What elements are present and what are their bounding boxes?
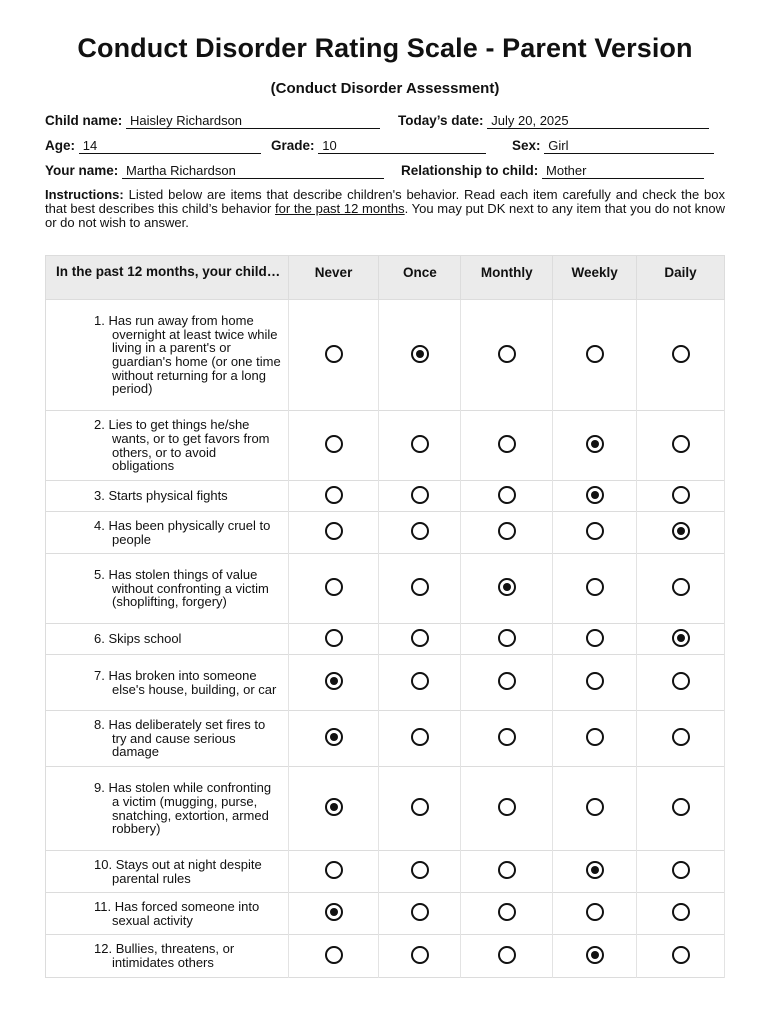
answer-cell-weekly — [553, 300, 637, 411]
question-text: Starts physical fights — [108, 488, 228, 504]
answer-cell-weekly — [553, 767, 637, 851]
column-header-never: Never — [288, 256, 379, 300]
column-header-daily: Daily — [637, 256, 725, 300]
answer-cell-once — [379, 935, 461, 978]
radio-daily[interactable] — [672, 578, 690, 596]
radio-once[interactable] — [411, 903, 429, 921]
radio-weekly[interactable] — [586, 946, 604, 964]
radio-once[interactable] — [411, 861, 429, 879]
radio-monthly[interactable] — [498, 345, 516, 363]
question-label — [94, 517, 282, 547]
answer-cell-daily — [637, 624, 725, 655]
radio-never[interactable] — [325, 798, 343, 816]
radio-once[interactable] — [411, 946, 429, 964]
column-header-weekly: Weekly — [553, 256, 637, 300]
answer-cell-never — [288, 655, 379, 711]
table-row — [46, 893, 725, 935]
column-header-once: Once — [379, 256, 461, 300]
child-name-label: Child name: — [45, 113, 123, 128]
answer-cell-monthly — [461, 711, 553, 767]
question-cell — [46, 411, 289, 481]
answer-cell-once — [379, 481, 461, 512]
radio-daily[interactable] — [672, 861, 690, 879]
question-number: 7. — [94, 667, 105, 683]
sex-label: Sex: — [512, 138, 541, 153]
radio-weekly[interactable] — [586, 629, 604, 647]
radio-never[interactable] — [325, 946, 343, 964]
answer-cell-monthly — [461, 655, 553, 711]
answer-cell-monthly — [461, 411, 553, 481]
answer-cell-daily — [637, 655, 725, 711]
radio-never[interactable] — [325, 435, 343, 453]
answer-cell-weekly — [553, 411, 637, 481]
table-row — [46, 300, 725, 411]
question-cell — [46, 935, 289, 978]
answer-cell-daily — [637, 935, 725, 978]
question-text: Has stolen while confronting a victim (mugging, purse, snatching, extortion, armed robbery) — [108, 780, 272, 837]
instructions-label: Instructions: — [45, 187, 124, 202]
question-text: Skips school — [108, 631, 182, 647]
answer-cell-daily — [637, 893, 725, 935]
answer-cell-once — [379, 512, 461, 554]
answer-cell-weekly — [553, 554, 637, 624]
rating-table — [45, 255, 725, 978]
radio-monthly[interactable] — [498, 728, 516, 746]
question-label — [94, 667, 282, 697]
question-text: Has run away from home overnight at least twice while living in a parent's or guardian's home (or one time without returning for a long period) — [108, 313, 281, 397]
answer-cell-daily — [637, 851, 725, 893]
answer-cell-once — [379, 624, 461, 655]
radio-once[interactable] — [411, 672, 429, 690]
field-row-age — [45, 138, 725, 156]
question-number: 1. — [94, 313, 105, 329]
table-row — [46, 655, 725, 711]
radio-daily[interactable] — [672, 629, 690, 647]
instructions — [45, 188, 725, 230]
radio-never[interactable] — [325, 629, 343, 647]
answer-cell-never — [288, 300, 379, 411]
question-number: 4. — [94, 517, 105, 533]
answer-cell-daily — [637, 711, 725, 767]
radio-monthly[interactable] — [498, 861, 516, 879]
table-row — [46, 711, 725, 767]
table-row — [46, 851, 725, 893]
radio-never[interactable] — [325, 486, 343, 504]
radio-once[interactable] — [411, 629, 429, 647]
radio-daily[interactable] — [672, 672, 690, 690]
question-number: 8. — [94, 717, 105, 733]
answer-cell-monthly — [461, 300, 553, 411]
radio-monthly[interactable] — [498, 629, 516, 647]
radio-never[interactable] — [325, 903, 343, 921]
page-subtitle: (Conduct Disorder Assessment) — [270, 80, 500, 97]
answer-cell-monthly — [461, 767, 553, 851]
answer-cell-daily — [637, 767, 725, 851]
age-input[interactable]: 14 — [79, 138, 261, 154]
radio-monthly[interactable] — [498, 578, 516, 596]
answer-cell-daily — [637, 554, 725, 624]
question-cell — [46, 655, 289, 711]
answer-cell-once — [379, 711, 461, 767]
grade-label: Grade: — [271, 138, 315, 153]
table-row — [46, 481, 725, 512]
answer-cell-monthly — [461, 851, 553, 893]
answer-cell-weekly — [553, 624, 637, 655]
question-text: Has deliberately set fires to try and cause serious damage — [108, 717, 266, 760]
answer-cell-monthly — [461, 893, 553, 935]
radio-weekly[interactable] — [586, 486, 604, 504]
grade-field — [271, 138, 486, 154]
instructions-underlined: for the past 12 months — [274, 201, 405, 216]
table-row — [46, 512, 725, 554]
radio-once[interactable] — [411, 728, 429, 746]
radio-never[interactable] — [325, 578, 343, 596]
answer-cell-weekly — [553, 851, 637, 893]
radio-weekly[interactable] — [586, 522, 604, 540]
radio-once[interactable] — [411, 578, 429, 596]
radio-never[interactable] — [325, 728, 343, 746]
question-label — [94, 313, 282, 397]
table-row — [46, 411, 725, 481]
question-text: Has stolen things of value without confronting a victim (shoplifting, forgery) — [108, 567, 269, 610]
answer-cell-once — [379, 893, 461, 935]
answer-cell-weekly — [553, 655, 637, 711]
question-label — [94, 567, 282, 610]
radio-daily[interactable] — [672, 435, 690, 453]
answer-cell-once — [379, 411, 461, 481]
question-label — [94, 631, 282, 647]
answer-cell-daily — [637, 481, 725, 512]
question-cell — [46, 554, 289, 624]
column-header-monthly: Monthly — [461, 256, 553, 300]
radio-monthly[interactable] — [498, 522, 516, 540]
answer-cell-never — [288, 411, 379, 481]
question-cell — [46, 711, 289, 767]
answer-cell-never — [288, 851, 379, 893]
question-cell — [46, 512, 289, 554]
age-field — [45, 138, 261, 154]
instructions-text-end: . You may put DK next to any item that you do not know or do not wish to answer. — [45, 201, 725, 230]
answer-cell-once — [379, 300, 461, 411]
your-name-field — [45, 163, 384, 179]
question-number: 6. — [94, 631, 105, 647]
answer-cell-monthly — [461, 554, 553, 624]
table-row — [46, 624, 725, 655]
question-text: Bullies, threatens, or intimidates others — [112, 941, 235, 970]
answer-cell-daily — [637, 411, 725, 481]
answer-cell-once — [379, 655, 461, 711]
question-number: 12. — [94, 941, 113, 957]
todays-date-field — [398, 113, 709, 129]
answer-cell-never — [288, 481, 379, 512]
radio-never[interactable] — [325, 861, 343, 879]
answer-cell-weekly — [553, 935, 637, 978]
answer-cell-daily — [637, 512, 725, 554]
todays-date-label: Today’s date: — [398, 113, 484, 128]
question-cell — [46, 767, 289, 851]
answer-cell-never — [288, 893, 379, 935]
radio-never[interactable] — [325, 522, 343, 540]
sex-field — [512, 138, 714, 154]
age-label: Age: — [45, 138, 75, 153]
radio-once[interactable] — [411, 435, 429, 453]
question-number: 3. — [94, 488, 105, 504]
radio-monthly[interactable] — [498, 946, 516, 964]
radio-once[interactable] — [411, 345, 429, 363]
radio-weekly[interactable] — [586, 728, 604, 746]
question-text: Has forced someone into sexual activity — [112, 898, 260, 928]
question-text: Has been physically cruel to people — [108, 517, 271, 547]
answer-cell-monthly — [461, 624, 553, 655]
question-cell — [46, 851, 289, 893]
answer-cell-once — [379, 767, 461, 851]
question-number: 11. — [94, 898, 112, 914]
question-column-header: In the past 12 months, your child… — [46, 256, 289, 300]
radio-monthly[interactable] — [498, 798, 516, 816]
radio-weekly[interactable] — [586, 578, 604, 596]
answer-cell-never — [288, 767, 379, 851]
radio-monthly[interactable] — [498, 435, 516, 453]
answer-cell-once — [379, 851, 461, 893]
radio-weekly[interactable] — [586, 672, 604, 690]
radio-weekly[interactable] — [586, 798, 604, 816]
radio-never[interactable] — [325, 345, 343, 363]
child-name-input[interactable]: Haisley Richardson — [126, 113, 380, 129]
answer-cell-never — [288, 711, 379, 767]
answer-cell-never — [288, 554, 379, 624]
relationship-label: Relationship to child: — [401, 163, 539, 178]
radio-monthly[interactable] — [498, 903, 516, 921]
answer-cell-weekly — [553, 481, 637, 512]
radio-weekly[interactable] — [586, 903, 604, 921]
child-name-field — [45, 113, 380, 129]
question-label — [94, 488, 282, 504]
answer-cell-monthly — [461, 935, 553, 978]
field-row-parent — [45, 163, 725, 181]
table-row — [46, 554, 725, 624]
question-text: Stays out at night despite parental rules — [112, 856, 262, 886]
radio-monthly[interactable] — [498, 486, 516, 504]
question-cell — [46, 893, 289, 935]
answer-cell-once — [379, 554, 461, 624]
radio-once[interactable] — [411, 798, 429, 816]
question-label — [94, 856, 282, 886]
answer-cell-never — [288, 512, 379, 554]
answer-cell-daily — [637, 300, 725, 411]
question-label — [94, 941, 282, 970]
radio-never[interactable] — [325, 672, 343, 690]
radio-daily[interactable] — [672, 798, 690, 816]
question-number: 5. — [94, 567, 105, 583]
question-label — [94, 717, 282, 760]
relationship-input[interactable]: Mother — [542, 163, 704, 179]
question-text: Has broken into someone else's house, building, or car — [108, 667, 277, 697]
your-name-label: Your name: — [45, 163, 119, 178]
radio-daily[interactable] — [672, 345, 690, 363]
radio-daily[interactable] — [672, 903, 690, 921]
answer-cell-weekly — [553, 512, 637, 554]
question-label — [94, 780, 282, 837]
question-label — [94, 898, 282, 928]
radio-weekly[interactable] — [586, 435, 604, 453]
sex-input[interactable]: Girl — [544, 138, 714, 154]
radio-weekly[interactable] — [586, 861, 604, 879]
question-cell — [46, 300, 289, 411]
radio-daily[interactable] — [672, 522, 690, 540]
radio-weekly[interactable] — [586, 345, 604, 363]
radio-daily[interactable] — [672, 946, 690, 964]
question-number: 9. — [94, 780, 105, 796]
instructions-text: Listed below are items that describe children's behavior. Read each item carefully and check the box that best describes this child’s behavior — [45, 187, 725, 216]
answer-cell-monthly — [461, 512, 553, 554]
table-header-row — [46, 256, 725, 300]
your-name-input[interactable]: Martha Richardson — [122, 163, 384, 179]
question-cell — [46, 624, 289, 655]
question-text: Lies to get things he/she wants, or to get favors from others, or to avoid obligations — [108, 417, 270, 474]
radio-monthly[interactable] — [498, 672, 516, 690]
radio-once[interactable] — [411, 522, 429, 540]
answer-cell-weekly — [553, 893, 637, 935]
relationship-field — [401, 163, 704, 179]
answer-cell-never — [288, 624, 379, 655]
field-row-child — [45, 113, 725, 131]
answer-cell-never — [288, 935, 379, 978]
page-title: Conduct Disorder Rating Scale - Parent Version — [77, 33, 693, 63]
table-row — [46, 767, 725, 851]
todays-date-input[interactable]: July 20, 2025 — [487, 113, 709, 129]
radio-once[interactable] — [411, 486, 429, 504]
radio-daily[interactable] — [672, 486, 690, 504]
question-number: 2. — [94, 417, 105, 433]
answer-cell-monthly — [461, 481, 553, 512]
question-label — [94, 417, 282, 474]
table-row — [46, 935, 725, 978]
question-number: 10. — [94, 856, 113, 872]
grade-input[interactable]: 10 — [318, 138, 486, 154]
question-cell — [46, 481, 289, 512]
answer-cell-weekly — [553, 711, 637, 767]
radio-daily[interactable] — [672, 728, 690, 746]
